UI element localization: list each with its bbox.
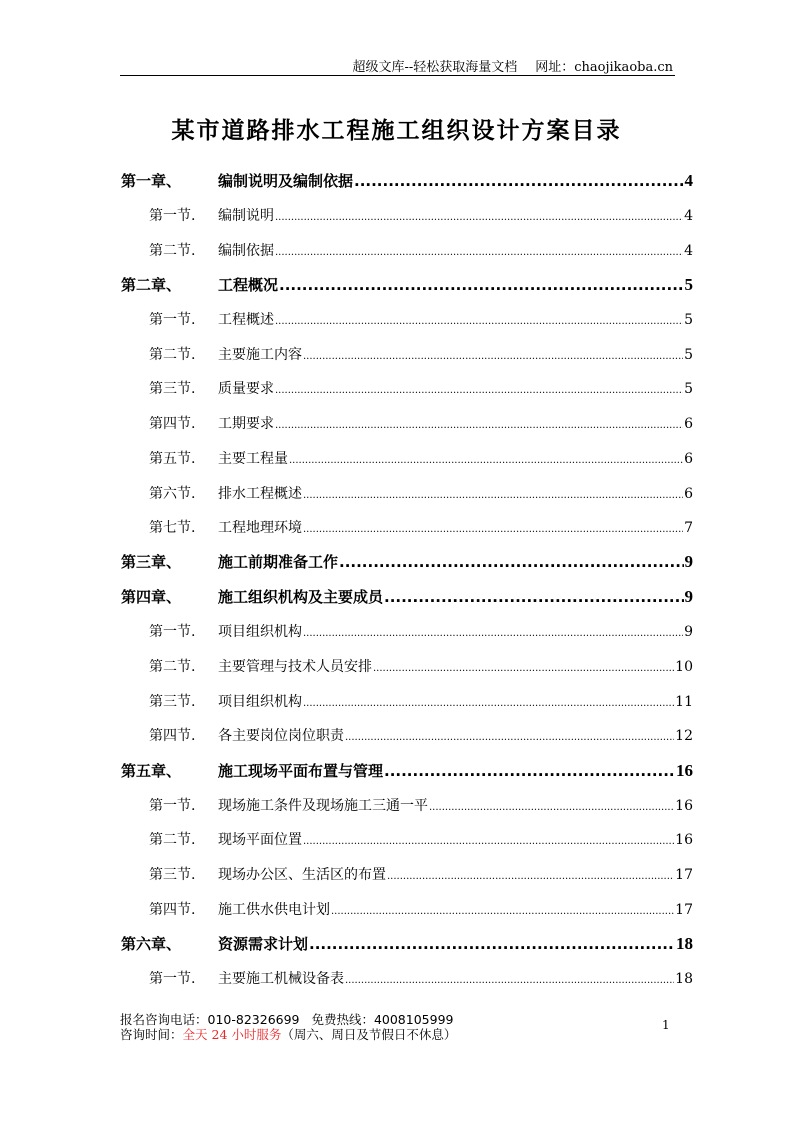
toc-entry-number: 第二节. bbox=[149, 242, 196, 259]
toc-entry-number: 第四节. bbox=[149, 728, 196, 745]
toc-entry-title: 现场平面位置 bbox=[218, 832, 302, 849]
toc-leader-dots bbox=[384, 762, 675, 780]
toc-entry-title: 工程地理环境 bbox=[218, 520, 302, 537]
toc-entry-number: 第二节. bbox=[149, 832, 196, 849]
toc-entry-page: 5 bbox=[684, 381, 693, 398]
phone-label: 报名咨询电话： bbox=[120, 1012, 208, 1027]
toc-leader-dots bbox=[275, 420, 683, 431]
toc-entry-page: 5 bbox=[684, 346, 693, 363]
toc-entry-page: 6 bbox=[684, 416, 693, 433]
toc-entry-number: 第三章、 bbox=[121, 553, 182, 572]
toc-leader-dots bbox=[289, 455, 683, 466]
toc-chapter-entry[interactable] bbox=[0, 579, 793, 614]
toc-leader-dots bbox=[373, 663, 674, 674]
toc-entry-title: 项目组织机构 bbox=[218, 693, 302, 710]
toc-leader-dots bbox=[275, 247, 683, 258]
toc-leader-dots bbox=[429, 802, 674, 813]
toc-entry-page: 17 bbox=[675, 867, 693, 884]
toc-entry-title: 项目组织机构 bbox=[218, 624, 302, 641]
toc-section-entry[interactable] bbox=[0, 198, 793, 233]
toc-section-entry[interactable] bbox=[0, 336, 793, 371]
toc-section-entry[interactable] bbox=[0, 232, 793, 267]
toc-section-entry[interactable] bbox=[0, 857, 793, 892]
toc-entry-title: 主要施工机械设备表 bbox=[218, 971, 344, 988]
toc-entry-number: 第四节. bbox=[149, 416, 196, 433]
toc-section-entry[interactable] bbox=[0, 822, 793, 857]
toc-entry-number: 第六节. bbox=[149, 485, 196, 502]
toc-entry-number: 第四节. bbox=[149, 901, 196, 918]
toc-entry-number: 第三节. bbox=[149, 381, 196, 398]
toc-entry-page: 7 bbox=[684, 520, 693, 537]
toc-chapter-entry[interactable] bbox=[0, 163, 793, 198]
toc-entry-number: 第二节. bbox=[149, 346, 196, 363]
toc-entry-number: 第一节. bbox=[149, 971, 196, 988]
toc-entry-title: 施工前期准备工作 bbox=[218, 553, 339, 572]
toc-leader-dots bbox=[279, 276, 683, 294]
toc-entry-title: 资源需求计划 bbox=[218, 934, 309, 953]
toc-entry-title: 主要管理与技术人员安排 bbox=[218, 658, 372, 675]
toc-entry-title: 工程概况 bbox=[218, 275, 279, 294]
toc-entry-title: 各主要岗位岗位职责 bbox=[218, 728, 344, 745]
header-divider bbox=[120, 75, 675, 76]
toc-entry-number: 第三节. bbox=[149, 693, 196, 710]
toc-entry-page: 6 bbox=[684, 485, 693, 502]
toc-leader-dots bbox=[275, 385, 683, 396]
hours-highlight: 全天 24 小时服务 bbox=[182, 1027, 282, 1042]
toc-entry-title: 编制说明及编制依据 bbox=[218, 171, 354, 190]
toc-entry-title: 主要施工内容 bbox=[218, 346, 302, 363]
toc-entry-page: 5 bbox=[684, 274, 693, 294]
toc-leader-dots bbox=[387, 871, 674, 882]
toc-entry-title: 现场办公区、生活区的布置 bbox=[218, 867, 386, 884]
toc-leader-dots bbox=[339, 553, 683, 571]
toc-section-entry[interactable] bbox=[0, 683, 793, 718]
toc-entry-page: 4 bbox=[684, 242, 693, 259]
toc-entry-page: 6 bbox=[684, 450, 693, 467]
toc-section-entry[interactable] bbox=[0, 371, 793, 406]
toc-entry-title: 编制依据 bbox=[218, 242, 274, 259]
toc-entry-title: 质量要求 bbox=[218, 381, 274, 398]
toc-leader-dots bbox=[275, 316, 683, 327]
toc-entry-title: 施工组织机构及主要成员 bbox=[218, 588, 384, 607]
toc-entry-page: 11 bbox=[675, 693, 693, 710]
toc-entry-title: 施工现场平面布置与管理 bbox=[218, 761, 384, 780]
toc-leader-dots bbox=[384, 588, 683, 606]
page-header bbox=[120, 56, 675, 75]
toc-entry-title: 排水工程概述 bbox=[218, 485, 302, 502]
toc-entry-number: 第二节. bbox=[149, 658, 196, 675]
toc-entry-page: 16 bbox=[675, 797, 693, 814]
toc-entry-page: 16 bbox=[675, 832, 693, 849]
toc-leader-dots bbox=[303, 836, 674, 847]
header-slogan: 超级文库--轻松获取海量文档 bbox=[352, 60, 518, 75]
toc-leader-dots bbox=[309, 935, 675, 953]
hours-note: （周六、周日及节假日不休息） bbox=[281, 1027, 457, 1042]
toc-entry-page: 16 bbox=[676, 760, 693, 780]
hotline-label: 免费热线： bbox=[311, 1012, 374, 1027]
toc-section-entry[interactable] bbox=[0, 406, 793, 441]
toc-entry-title: 工程概述 bbox=[218, 312, 274, 329]
toc-entry-number: 第三节. bbox=[149, 867, 196, 884]
toc-entry-number: 第一节. bbox=[149, 208, 196, 225]
toc-leader-dots bbox=[303, 628, 683, 639]
toc-entry-page: 18 bbox=[675, 971, 693, 988]
toc-entry-page: 17 bbox=[675, 901, 693, 918]
toc-section-entry[interactable] bbox=[0, 787, 793, 822]
table-of-contents bbox=[0, 163, 793, 996]
toc-chapter-entry[interactable] bbox=[0, 926, 793, 961]
page-number: 1 bbox=[662, 1018, 670, 1032]
toc-section-entry[interactable] bbox=[0, 441, 793, 476]
hotline-number: 4008105999 bbox=[373, 1012, 454, 1027]
toc-entry-number: 第一章、 bbox=[121, 171, 182, 190]
toc-leader-dots bbox=[275, 212, 683, 223]
hours-label: 咨询时间： bbox=[120, 1027, 183, 1042]
toc-section-entry[interactable] bbox=[0, 718, 793, 753]
toc-entry-page: 9 bbox=[684, 587, 693, 607]
header-url[interactable]: 网址：chaojikaoba.cn bbox=[535, 60, 673, 75]
toc-chapter-entry[interactable] bbox=[0, 753, 793, 788]
toc-entry-number: 第六章、 bbox=[121, 934, 182, 953]
toc-entry-title: 施工供水供电计划 bbox=[218, 901, 330, 918]
toc-entry-title: 主要工程量 bbox=[218, 450, 288, 467]
toc-leader-dots bbox=[303, 490, 683, 501]
toc-entry-title: 编制说明 bbox=[218, 208, 274, 225]
toc-leader-dots bbox=[331, 906, 674, 917]
toc-entry-page: 10 bbox=[675, 658, 693, 675]
toc-section-entry[interactable] bbox=[0, 614, 793, 649]
toc-entry-number: 第一节. bbox=[149, 624, 196, 641]
toc-section-entry[interactable] bbox=[0, 961, 793, 996]
toc-entry-page: 12 bbox=[675, 728, 693, 745]
toc-chapter-entry[interactable] bbox=[0, 267, 793, 302]
toc-section-entry[interactable] bbox=[0, 649, 793, 684]
toc-section-entry[interactable] bbox=[0, 510, 793, 545]
toc-entry-page: 9 bbox=[684, 624, 693, 641]
toc-entry-page: 4 bbox=[684, 208, 693, 225]
page-footer bbox=[120, 1012, 456, 1042]
toc-leader-dots bbox=[345, 732, 674, 743]
toc-leader-dots bbox=[303, 524, 683, 535]
toc-leader-dots bbox=[354, 172, 683, 190]
toc-entry-title: 现场施工条件及现场施工三通一平 bbox=[218, 797, 428, 814]
toc-entry-page: 4 bbox=[684, 170, 693, 190]
toc-entry-number: 第五节. bbox=[149, 450, 196, 467]
toc-leader-dots bbox=[303, 698, 674, 709]
toc-section-entry[interactable] bbox=[0, 891, 793, 926]
phone-number: 010-82326699 bbox=[207, 1012, 300, 1027]
toc-entry-number: 第一节. bbox=[149, 797, 196, 814]
toc-leader-dots bbox=[345, 975, 674, 986]
toc-entry-number: 第五章、 bbox=[121, 761, 182, 780]
toc-entry-number: 第七节. bbox=[149, 520, 196, 537]
toc-entry-number: 第一节. bbox=[149, 312, 196, 329]
page-title: 某市道路排水工程施工组织设计方案目录 bbox=[171, 118, 622, 144]
toc-chapter-entry[interactable] bbox=[0, 545, 793, 580]
toc-entry-page: 5 bbox=[684, 312, 693, 329]
toc-entry-number: 第四章、 bbox=[121, 588, 182, 607]
toc-entry-title: 工期要求 bbox=[218, 416, 274, 433]
toc-entry-page: 9 bbox=[684, 552, 693, 572]
toc-section-entry[interactable] bbox=[0, 475, 793, 510]
toc-section-entry[interactable] bbox=[0, 302, 793, 337]
toc-leader-dots bbox=[303, 351, 683, 362]
toc-entry-number: 第二章、 bbox=[121, 275, 182, 294]
toc-entry-page: 18 bbox=[676, 933, 693, 953]
